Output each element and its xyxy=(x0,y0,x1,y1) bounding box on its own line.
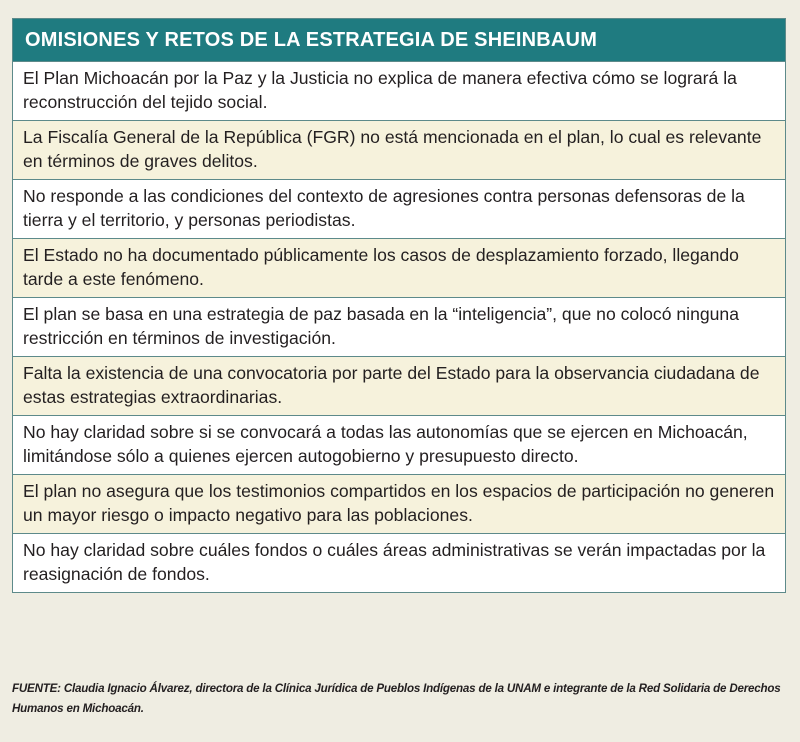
omissions-table xyxy=(12,18,786,593)
source-note: FUENTE: Claudia Ignacio Álvarez, directora de la Clínica Jurídica de Pueblos Indígenas de la UNAM e integrante de la Red Solidaria de Derechos Humanos en Michoacán. xyxy=(12,682,781,715)
table-row: El plan se basa en una estrategia de paz basada en la “inteligencia”, que no colocó ninguna restricción en términos de investigación. xyxy=(13,298,785,357)
table-row: La Fiscalía General de la República (FGR) no está mencionada en el plan, lo cual es relevante en términos de graves delitos. xyxy=(13,121,785,180)
table-row: El plan no asegura que los testimonios compartidos en los espacios de participación no generen un mayor riesgo o impacto negativo para las poblaciones. xyxy=(13,475,785,534)
table-row: No hay claridad sobre cuáles fondos o cuáles áreas administrativas se verán impactadas por la reasignación de fondos. xyxy=(13,534,785,592)
table-row: No hay claridad sobre si se convocará a todas las autonomías que se ejercen en Michoacán, limitándose sólo a quienes ejercen autogobierno y presupuesto directo. xyxy=(13,416,785,475)
table-row: El Estado no ha documentado públicamente los casos de desplazamiento forzado, llegando tarde a este fenómeno. xyxy=(13,239,785,298)
table-row: El Plan Michoacán por la Paz y la Justicia no explica de manera efectiva cómo se logrará la reconstrucción del tejido social. xyxy=(13,62,785,121)
table-row: Falta la existencia de una convocatoria por parte del Estado para la observancia ciudadana de estas estrategias extraordinarias. xyxy=(13,357,785,416)
table-title: OMISIONES Y RETOS DE LA ESTRATEGIA DE SHEINBAUM xyxy=(13,19,785,62)
table-row: No responde a las condiciones del contexto de agresiones contra personas defensoras de la tierra y el territorio, y personas periodistas. xyxy=(13,180,785,239)
